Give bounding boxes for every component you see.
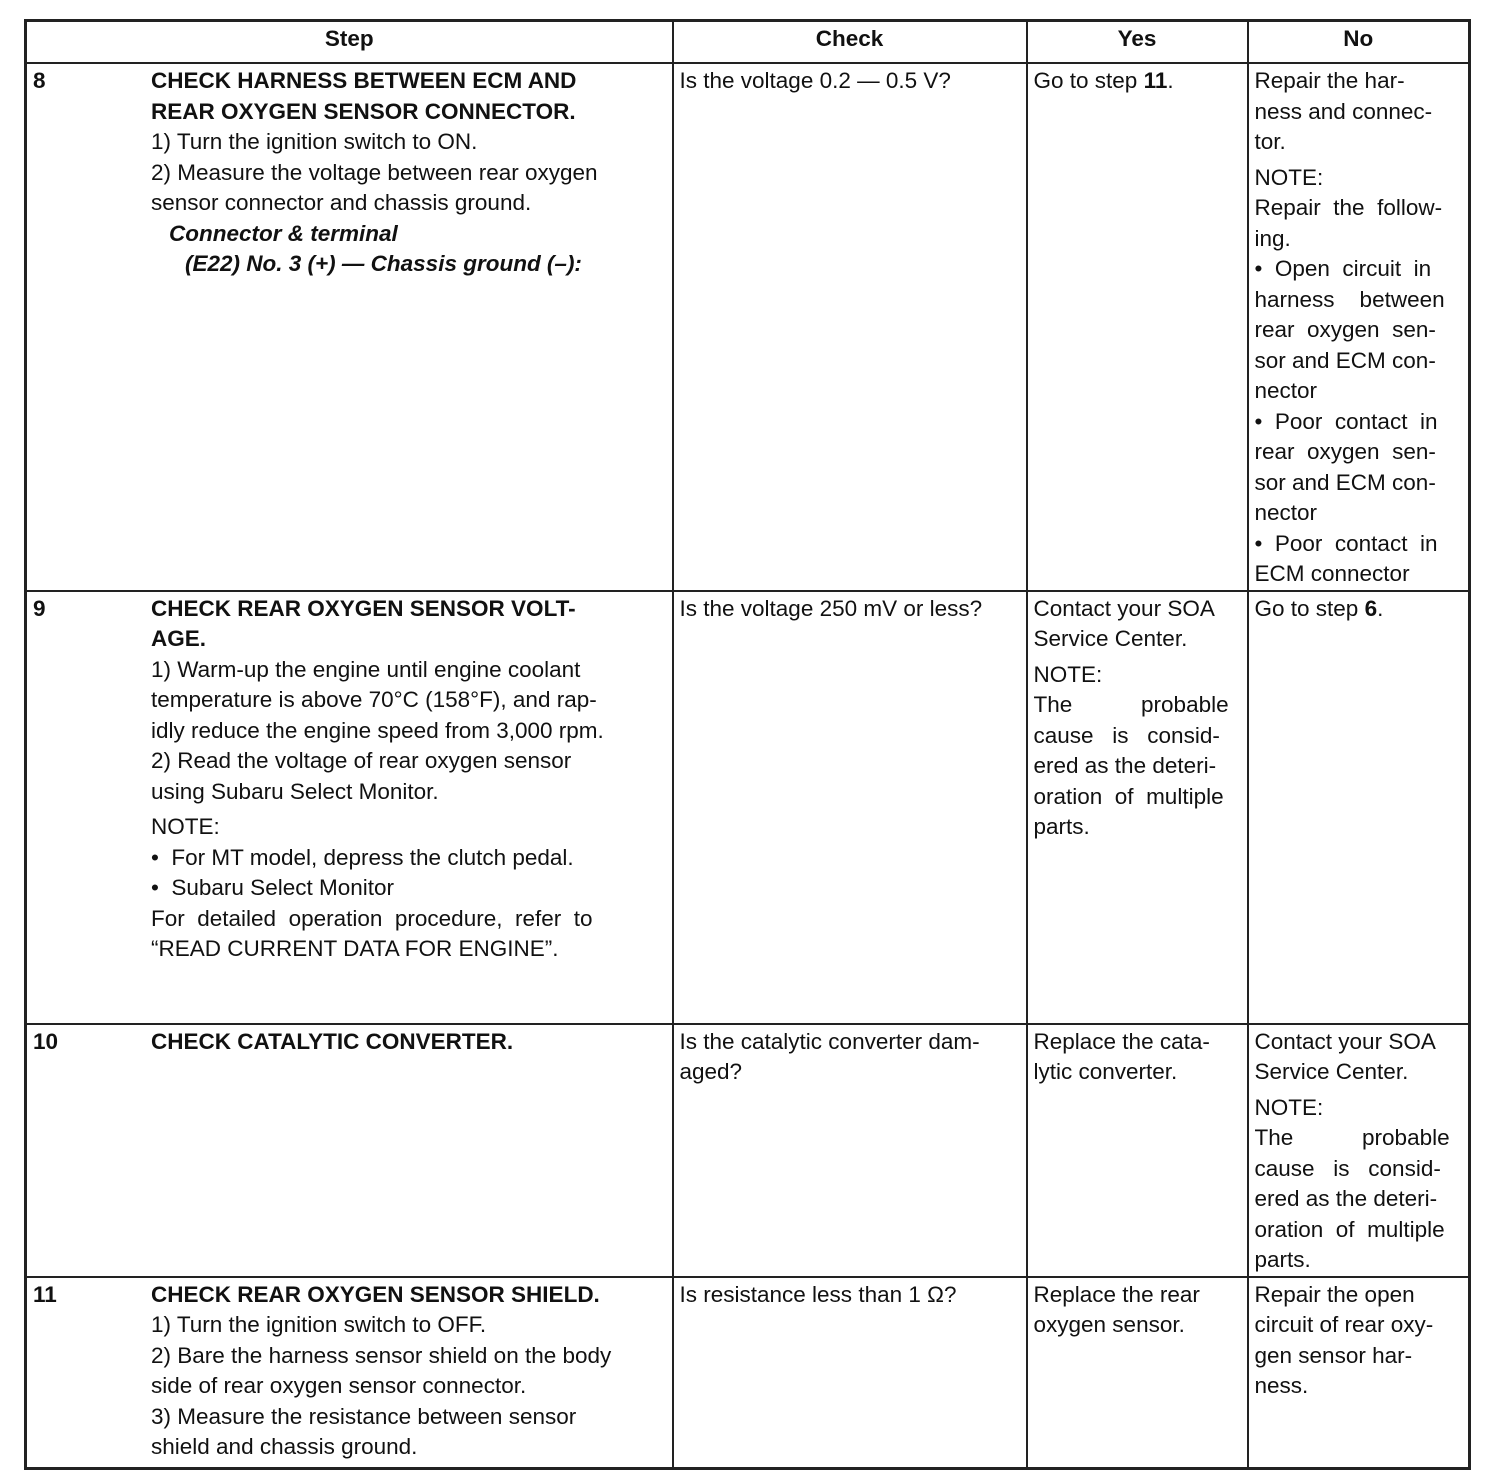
no-text: Repair the open <box>1254 1281 1415 1307</box>
step-number: 11 <box>33 1281 57 1307</box>
header-yes: Yes <box>1027 21 1248 64</box>
no-text: Go to step 6. <box>1254 595 1384 621</box>
note-text: The probable <box>1033 692 1229 717</box>
yes-text: Contact your SOA <box>1033 595 1215 621</box>
note-text: rear oxygen sen- <box>1254 439 1436 464</box>
yes-text: Replace the cata- <box>1033 1028 1210 1054</box>
step-instruction: 2) Bare the harness sensor shield on the body <box>151 1342 612 1368</box>
check-text: Is resistance less than 1 Ω? <box>679 1281 957 1307</box>
no-text: Repair the har- <box>1254 68 1405 93</box>
no-text: Service Center. <box>1254 1059 1409 1084</box>
note-text: ing. <box>1254 225 1291 251</box>
no-text: ness and connec- <box>1254 98 1433 124</box>
note-text: The probable <box>1254 1125 1450 1150</box>
step-title: CHECK HARNESS BETWEEN ECM AND <box>151 68 577 93</box>
note-label: NOTE: <box>1254 164 1324 190</box>
no-cell <box>1248 1277 1470 1469</box>
note-text: oration of multiple <box>1254 1216 1445 1242</box>
note-text: • For MT model, depress the clutch pedal. <box>151 844 574 870</box>
yes-text: lytic converter. <box>1033 1059 1178 1084</box>
note-text: sor and ECM con- <box>1254 347 1436 373</box>
step-cell <box>26 591 673 1024</box>
note-text: oration of multiple <box>1033 783 1224 809</box>
no-text: tor. <box>1254 129 1286 154</box>
note-text: • Open circuit in <box>1254 256 1432 281</box>
step-instruction: using Subaru Select Monitor. <box>151 778 439 804</box>
header-no: No <box>1248 21 1470 64</box>
note-label: NOTE: <box>1254 1094 1324 1120</box>
note-text: harness between <box>1254 286 1445 312</box>
no-cell <box>1248 63 1470 591</box>
check-text: Is the voltage 250 mV or less? <box>679 595 983 621</box>
no-text: ness. <box>1254 1373 1309 1398</box>
note-text: nector <box>1254 378 1318 403</box>
header-row <box>26 21 1470 64</box>
note-text: nector <box>1254 500 1318 525</box>
connector-label: Connector & terminal <box>169 220 398 246</box>
no-text: circuit of rear oxy- <box>1254 1312 1434 1337</box>
connector-spec: (E22) No. 3 (+) — Chassis ground (–): <box>185 251 582 276</box>
step-instruction: sensor connector and chassis ground. <box>151 190 532 215</box>
step-instruction: idly reduce the engine speed from 3,000 rpm. <box>151 717 604 743</box>
step-number: 10 <box>33 1028 59 1054</box>
check-cell <box>673 591 1027 1024</box>
yes-cell <box>1027 63 1248 591</box>
yes-cell <box>1027 591 1248 1024</box>
note-text: parts. <box>1254 1247 1311 1272</box>
yes-text: Go to step 11. <box>1033 68 1174 93</box>
step-instruction: side of rear oxygen sensor connector. <box>151 1373 527 1398</box>
header-step: Step <box>26 21 673 64</box>
step-instruction: 2) Read the voltage of rear oxygen sensor <box>151 748 572 773</box>
step-cell <box>26 1024 673 1277</box>
no-cell <box>1248 1024 1470 1277</box>
no-text: Contact your SOA <box>1254 1028 1436 1054</box>
step-cell <box>26 1277 673 1469</box>
step-instruction: 1) Warm-up the engine until engine coolant <box>151 656 581 682</box>
step-title: CHECK REAR OXYGEN SENSOR VOLT- <box>151 595 576 621</box>
table-row <box>26 1277 1470 1469</box>
step-title: REAR OXYGEN SENSOR CONNECTOR. <box>151 98 576 124</box>
check-cell <box>673 1277 1027 1469</box>
yes-text: oxygen sensor. <box>1033 1312 1185 1337</box>
check-text: Is the voltage 0.2 — 0.5 V? <box>679 68 951 93</box>
yes-text: Service Center. <box>1033 626 1188 651</box>
note-text: cause is consid- <box>1254 1155 1441 1181</box>
note-text: For detailed operation procedure, refer to <box>151 905 593 931</box>
no-cell <box>1248 591 1470 1024</box>
no-text: gen sensor har- <box>1254 1342 1413 1368</box>
step-number: 8 <box>33 68 46 93</box>
step-title: CHECK CATALYTIC CONVERTER. <box>151 1028 514 1054</box>
step-instruction: 2) Measure the voltage between rear oxygen <box>151 159 598 185</box>
check-cell <box>673 63 1027 591</box>
note-label: NOTE: <box>1033 661 1103 687</box>
check-cell <box>673 1024 1027 1277</box>
diagnostic-table <box>24 19 1471 1470</box>
step-number: 9 <box>33 595 46 621</box>
note-text: rear oxygen sen- <box>1254 317 1436 342</box>
note-text: Repair the follow- <box>1254 195 1443 220</box>
check-text: Is the catalytic converter dam- <box>679 1028 980 1054</box>
note-label: NOTE: <box>151 814 220 839</box>
note-text: cause is consid- <box>1033 722 1220 748</box>
note-text: parts. <box>1033 814 1090 839</box>
table-row <box>26 63 1470 591</box>
step-title: CHECK REAR OXYGEN SENSOR SHIELD. <box>151 1281 600 1307</box>
step-instruction: 3) Measure the resistance between sensor <box>151 1403 577 1429</box>
note-text: ered as the deteri- <box>1033 753 1217 778</box>
step-instruction: 1) Turn the ignition switch to ON. <box>151 129 478 154</box>
note-text: ECM connector <box>1254 561 1410 586</box>
note-text: • Subaru Select Monitor <box>151 875 394 900</box>
step-instruction: temperature is above 70°C (158°F), and rap- <box>151 687 597 712</box>
step-instruction: 1) Turn the ignition switch to OFF. <box>151 1312 487 1337</box>
note-text: sor and ECM con- <box>1254 469 1436 495</box>
yes-text: Replace the rear <box>1033 1281 1200 1307</box>
note-text: • Poor contact in <box>1254 408 1438 434</box>
check-text: aged? <box>679 1059 743 1084</box>
yes-cell <box>1027 1277 1248 1469</box>
note-text: ered as the deteri- <box>1254 1186 1438 1211</box>
header-check: Check <box>673 21 1027 64</box>
table-row <box>26 591 1470 1024</box>
note-text: • Poor contact in <box>1254 530 1438 556</box>
step-instruction: shield and chassis ground. <box>151 1434 418 1459</box>
note-text: “READ CURRENT DATA FOR ENGINE”. <box>151 936 559 961</box>
step-cell <box>26 63 673 591</box>
step-title: AGE. <box>151 626 207 651</box>
table-row <box>26 1024 1470 1277</box>
yes-cell <box>1027 1024 1248 1277</box>
